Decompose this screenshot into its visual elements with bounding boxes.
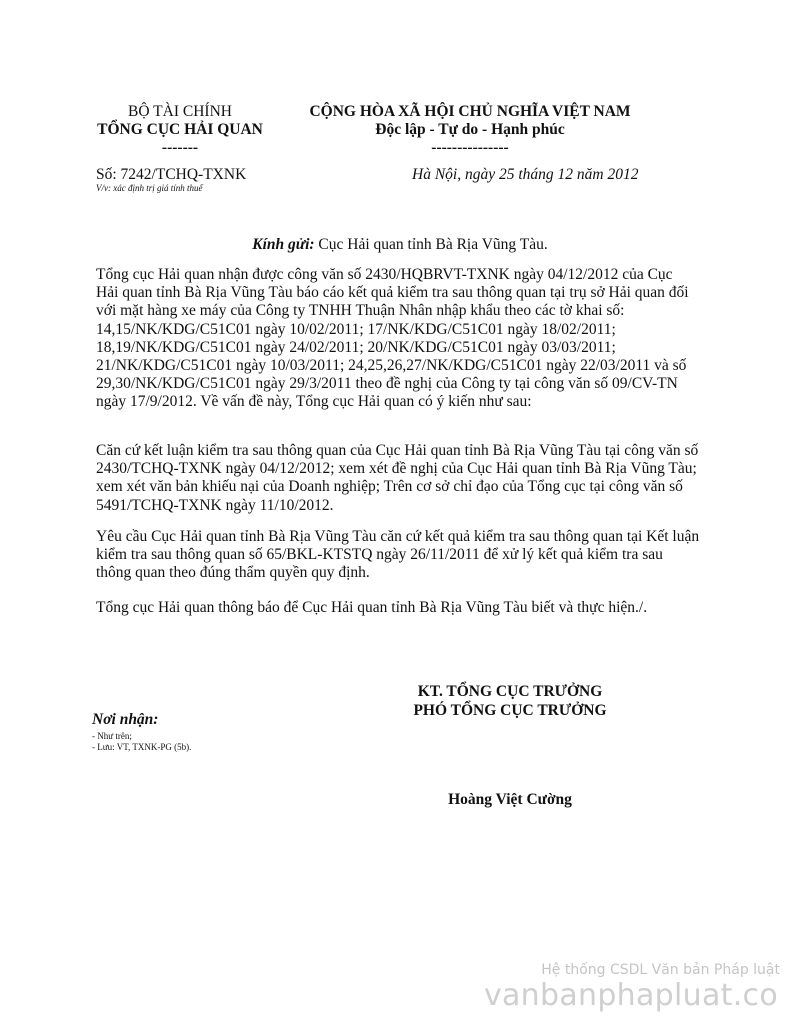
national-motto: Độc lập - Tự do - Hạnh phúc: [375, 121, 565, 138]
document-number: Số: 7242/TCHQ-TXNK: [96, 166, 247, 183]
signer-name: Hoàng Việt Cường: [448, 791, 572, 808]
recipient-item: - Như trên;: [92, 731, 132, 741]
paragraph-line: Căn cứ kết luận kiểm tra sau thông quan của Cục Hải quan tỉnh Bà Rịa Vũng Tàu tại công văn số: [96, 442, 699, 459]
watermark-site: vanbanphapluat.co: [483, 978, 778, 1013]
paragraph-line: xem xét văn bản khiếu nại của Doanh nghiệp; Trên cơ sở chỉ đạo của Tổng cục tại công văn số: [96, 478, 683, 496]
place-date: Hà Nội, ngày 25 tháng 12 năm 2012: [412, 166, 639, 183]
department-name: TỔNG CỤC HẢI QUAN: [97, 121, 263, 138]
paragraph-line: 2430/TCHQ-TXNK ngày 04/12/2012; xem xét đề nghị của Cục Hải quan tỉnh Bà Rịa Vũng Tàu;: [96, 460, 697, 478]
signature-title-2: PHÓ TỔNG CỤC TRƯỞNG: [413, 702, 607, 719]
body-paragraph-4: [96, 599, 706, 617]
header-right: [270, 103, 670, 157]
country-name: CỘNG HÒA XÃ HỘI CHỦ NGHĨA VIỆT NAM: [309, 103, 631, 120]
paragraph-line: Tổng cục Hải quan thông báo để Cục Hải quan tỉnh Bà Rịa Vũng Tàu biết và thực hiện./.: [96, 599, 648, 616]
document-subject: V/v: xác định trị giá tính thuế: [96, 183, 203, 193]
paragraph-line: Tổng cục Hải quan nhận được công văn số 2430/HQBRVT-TXNK ngày 04/12/2012 của Cục: [96, 266, 673, 283]
watermark-caption: Hệ thống CSDL Văn bản Pháp luật: [541, 962, 780, 978]
body-paragraph-1: [96, 266, 706, 412]
paragraph-line: với mặt hàng xe máy của Công ty TNHH Thuận Nhân nhập khẩu theo các tờ khai số:: [96, 302, 625, 320]
recipient-name: Cục Hải quan tỉnh Bà Rịa Vũng Tàu.: [318, 236, 548, 253]
paragraph-line: 29,30/NK/KDG/C51C01 ngày 29/3/2011 theo đề nghị của Công ty tại công văn số 09/CV-TN: [96, 375, 678, 393]
ministry-name: BỘ TÀI CHÍNH: [128, 103, 232, 120]
recipient-item: - Lưu: VT, TXNK-PG (5b).: [92, 742, 192, 752]
recipient-line: [0, 236, 800, 254]
recipients-block: [92, 711, 191, 753]
recipient-label: Kính gửi:: [252, 236, 315, 253]
paragraph-line: kiểm tra sau thông quan số 65/BKL-KTSTQ ngày 26/11/2011 để xử lý kết quả kiểm tra sau: [96, 546, 663, 564]
paragraph-line: ngày 17/9/2012. Về vấn đề này, Tổng cục Hải quan có ý kiến như sau:: [96, 393, 532, 411]
paragraph-line: 5491/TCHQ-TXNK ngày 11/10/2012.: [96, 496, 334, 514]
header-left: [60, 103, 300, 157]
paragraph-line: 14,15/NK/KDG/C51C01 ngày 10/02/2011; 17/NK/KDG/C51C01 ngày 18/02/2011;: [96, 320, 616, 338]
paragraph-line: Hải quan tỉnh Bà Rịa Vũng Tàu báo cáo kết quả kiểm tra sau thông quan tại trụ sở Hải quan đối: [96, 284, 689, 302]
recipients-title: Nơi nhận:: [92, 711, 159, 728]
signature-title-1: KT. TỔNG CỤC TRƯỞNG: [417, 683, 603, 700]
header-right-separator: ---------------: [431, 139, 509, 156]
paragraph-line: thông quan theo đúng thẩm quyền quy định.: [96, 564, 370, 582]
body-paragraph-3: [96, 528, 706, 583]
body-paragraph-2: [96, 442, 706, 515]
paragraph-line: Yêu cầu Cục Hải quan tỉnh Bà Rịa Vũng Tàu căn cứ kết quả kiểm tra sau thông quan tại Kết luận: [96, 528, 700, 545]
paragraph-line: 18,19/NK/KDG/C51C01 ngày 24/02/2011; 20/NK/KDG/C51C01 ngày 03/03/2011;: [96, 338, 616, 356]
header-left-separator: -------: [161, 139, 199, 156]
paragraph-line: 21/NK/KDG/C51C01 ngày 10/03/2011; 24,25,26,27/NK/KDG/C51C01 ngày 22/03/2011 và số: [96, 357, 687, 375]
signature-block: [360, 682, 660, 720]
